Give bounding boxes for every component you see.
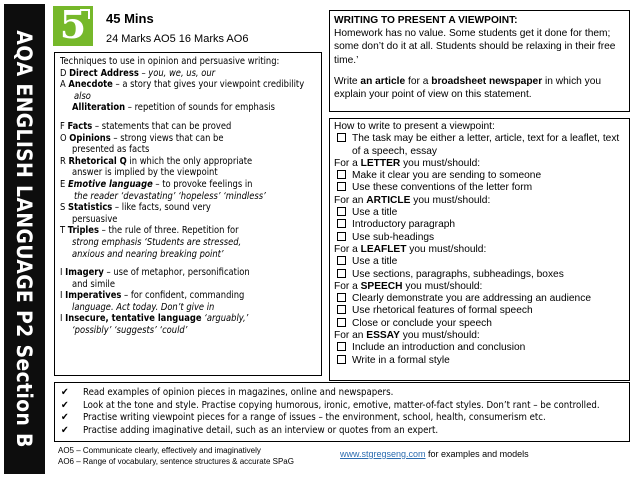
checkbox-icon [337,170,346,179]
checkbox-icon [337,256,346,265]
technique-triples-cont2: anxious and nearing breaking point’ [72,248,224,260]
technique-triples: T Triples – the rule of three. Repetition for [60,225,239,237]
checkbox-icon [337,207,346,216]
howto-speech-item: Close or conclude your speech [334,318,625,330]
technique-opinions-cont: presented as facts [72,144,150,156]
ao6-text: AO6 – Range of vocabulary, sentence structures & accurate SPaG [58,457,294,466]
howto-article-heading: For an ARTICLE you must/should: [334,194,491,206]
howto-item-task-types: The task may be either a letter, article, text for a leaflet, text of a speech, essay [334,133,625,158]
time-allowed: 45 Mins [106,11,154,26]
howto-speech-item: Use rhetorical features of formal speech [334,305,625,317]
logo-number: 5 [59,2,87,47]
technique-emotive-cont: the reader ‘devastating’ ‘hopeless’ ‘mindless’ [74,190,266,202]
howto-letter-item: Make it clear you are sending to someone [334,170,625,182]
checkbox-icon [337,269,346,278]
checkbox-icon [337,219,346,228]
technique-alliteration: Alliteration – repetition of sounds for emphasis [72,102,276,114]
technique-statistics: S Statistics – like facts, sound very [60,202,211,214]
assessment-objectives [58,445,294,467]
checkbox-icon [337,342,346,351]
check-circle-icon: ✔︎ [61,399,69,411]
technique-rhetorical-cont: answer is implied by the viewpoint [72,167,218,179]
website-note [340,449,529,459]
howto-leaflet-item: Use a title [334,256,625,268]
howto-leaflet-item: Use sections, paragraphs, subheadings, boxes [334,269,625,281]
checkbox-icon [337,305,346,314]
check-circle-icon: ✔︎ [61,424,69,436]
tip-item: ✔︎ Practise adding imaginative detail, such as an interview or quotes from an expert. [61,424,439,436]
number-logo [53,2,93,47]
sidebar-title: AQA ENGLISH LANGUAGE P2 Section B [12,30,36,448]
checkbox-icon [337,133,346,142]
website-note-text: for examples and models [425,449,529,459]
howto-essay-heading: For an ESSAY you must/should: [334,330,480,342]
checkbox-icon [337,318,346,327]
tip-item: ✔︎ Practise writing viewpoint pieces for a range of issues – the environment, school, health, consumerism etc. [61,412,546,424]
technique-anecdote: A Anecdote – a story that gives your viewpoint credibility [60,79,305,91]
check-circle-icon: ✔︎ [61,412,69,424]
technique-insecure-cont: ‘possibly’ ‘suggests’ ‘could’ [72,325,188,337]
technique-imperatives-cont: language. Act today. Don’t give in [72,301,215,313]
prompt-task: Write an article for a broadsheet newspaper in which you explain your point of view on this statement. [334,75,602,101]
checkbox-icon [337,182,346,191]
checkbox-icon [337,293,346,302]
howto-leaflet-heading: For a LEAFLET you must/should: [334,243,487,255]
howto-letter-heading: For a LETTER you must/should: [334,157,481,169]
tip-item: ✔︎ Look at the tone and style. Practise copying humorous, ironic, emotive, matter-of-fact styles. Don’t rant – be controlled. [61,399,600,411]
technique-statistics-cont: persuasive [72,213,118,225]
howto-article-item: Use a title [334,207,625,219]
howto-speech-item: Clearly demonstrate you are addressing an audience [334,293,625,305]
tips-box [54,382,630,442]
check-circle-icon: ✔︎ [61,387,69,398]
website-link[interactable]: www.stgregseng.com [340,449,426,459]
technique-imagery-cont: and simile [72,278,116,290]
techniques-box [54,52,322,376]
prompt-quote: Homework has no value. Some students get it done for them; some don’t do it at all. Students should be relaxing in their free time.’ [334,28,616,66]
prompt-title: WRITING TO PRESENT A VIEWPOINT: [334,15,518,26]
tip-item: ✔︎ Read examples of opinion pieces in magazines, online and newspapers. [61,387,394,398]
technique-rhetorical-q: R Rhetorical Q in which the only appropriate [60,155,253,167]
how-to-box [329,118,630,381]
logo-corner-icon [80,9,90,19]
howto-article-item: Introductory paragraph [334,219,625,231]
howto-article-item: Use sub-headings [334,232,625,244]
technique-emotive: E Emotive language – to provoke feelings in [60,178,253,190]
howto-essay-item: Include an introduction and conclusion [334,342,625,354]
technique-triples-cont1: strong emphasis ‘Students are stressed, [72,236,242,248]
techniques-intro: Techniques to use in opinion and persuasive writing: [60,56,280,67]
marks-allocation: 24 Marks AO5 16 Marks AO6 [106,33,249,45]
sidebar [4,4,45,474]
technique-imperatives: I Imperatives – for confident, commanding [60,290,245,302]
technique-imagery: I Imagery – use of metaphor, personification [60,267,250,279]
technique-opinions: O Opinions – strong views that can be [60,132,224,144]
howto-essay-item: Write in a formal style [334,355,625,367]
task-prompt-box [329,10,630,112]
howto-letter-item: Use these conventions of the letter form [334,182,625,194]
technique-direct-address: D Direct Address – you, we, us, our [60,67,216,79]
technique-facts: F Facts – statements that can be proved [60,120,232,132]
checkbox-icon [337,232,346,241]
howto-intro: How to write to present a viewpoint: [334,121,495,132]
ao5-text: AO5 – Communicate clearly, effectively and imaginatively [58,446,261,455]
checkbox-icon [337,355,346,364]
technique-insecure: I Insecure, tentative language ‘arguably,’ [60,313,249,325]
howto-speech-heading: For a SPEECH you must/should: [334,280,483,292]
technique-anecdote-cont: also [74,90,91,102]
